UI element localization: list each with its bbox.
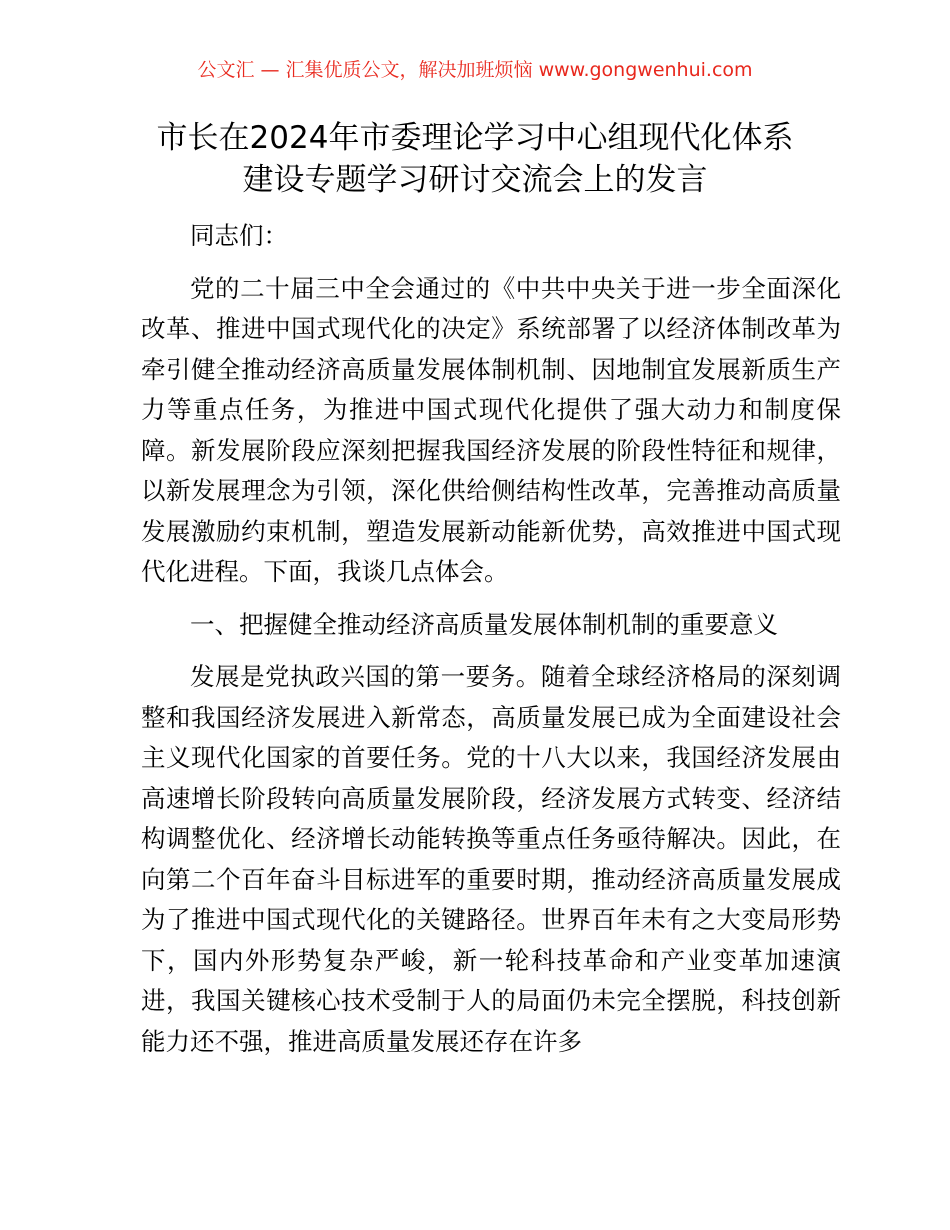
document-title-line-2: 建设专题学习研讨交流会上的发言 [242,162,708,198]
document-body [141,216,841,1062]
section-heading: 一、把握健全推动经济高质量发展体制机制的重要意义 [190,609,778,639]
paragraph: 党的二十届三中全会通过的《中共中央关于进一步全面深化改革、推进中国式现代化的决定》系统部署了以经济体制改革为牵引健全推动经济高质量发展体制机制、因地制宜发展新质生产力等重点任务，为推进中国式现代化提供了强大动力和制度保障。新发展阶段应深刻把握我国经济发展的阶段性特征和规律，以新发展理念为引领，深化供给侧结构性改革，完善推动高质量发展激励约束机制，塑造发展新动能新优势，高效推进中国式现代化进程。下面，我谈几点体会。 [141,273,841,586]
site-banner: 公文汇 — 汇集优质公文，解决加班烦恼 www.gongwenhui.com [197,59,753,81]
document-title-line-1: 市长在2024年市委理论学习中心组现代化体系 [156,120,794,156]
paragraph: 发展是党执政兴国的第一要务。随着全球经济格局的深刻调整和我国经济发展进入新常态，高质量发展已成为全面建设社会主义现代化国家的首要任务。党的十八大以来，我国经济发展由高速增长阶段转向高质量发展阶段，经济发展方式转变、经济结构调整优化、经济增长动能转换等重点任务亟待解决。因此，在向第二个百年奋斗目标进军的重要时期，推动经济高质量发展成为了推进中国式现代化的关键路径。世界百年未有之大变局形势下，国内外形势复杂严峻，新一轮科技革命和产业变革加速演进，我国关键核心技术受制于人的局面仍未完全摆脱，科技创新能力还不强，推进高质量发展还存在许多 [141,662,841,1056]
salutation: 同志们： [190,221,288,250]
